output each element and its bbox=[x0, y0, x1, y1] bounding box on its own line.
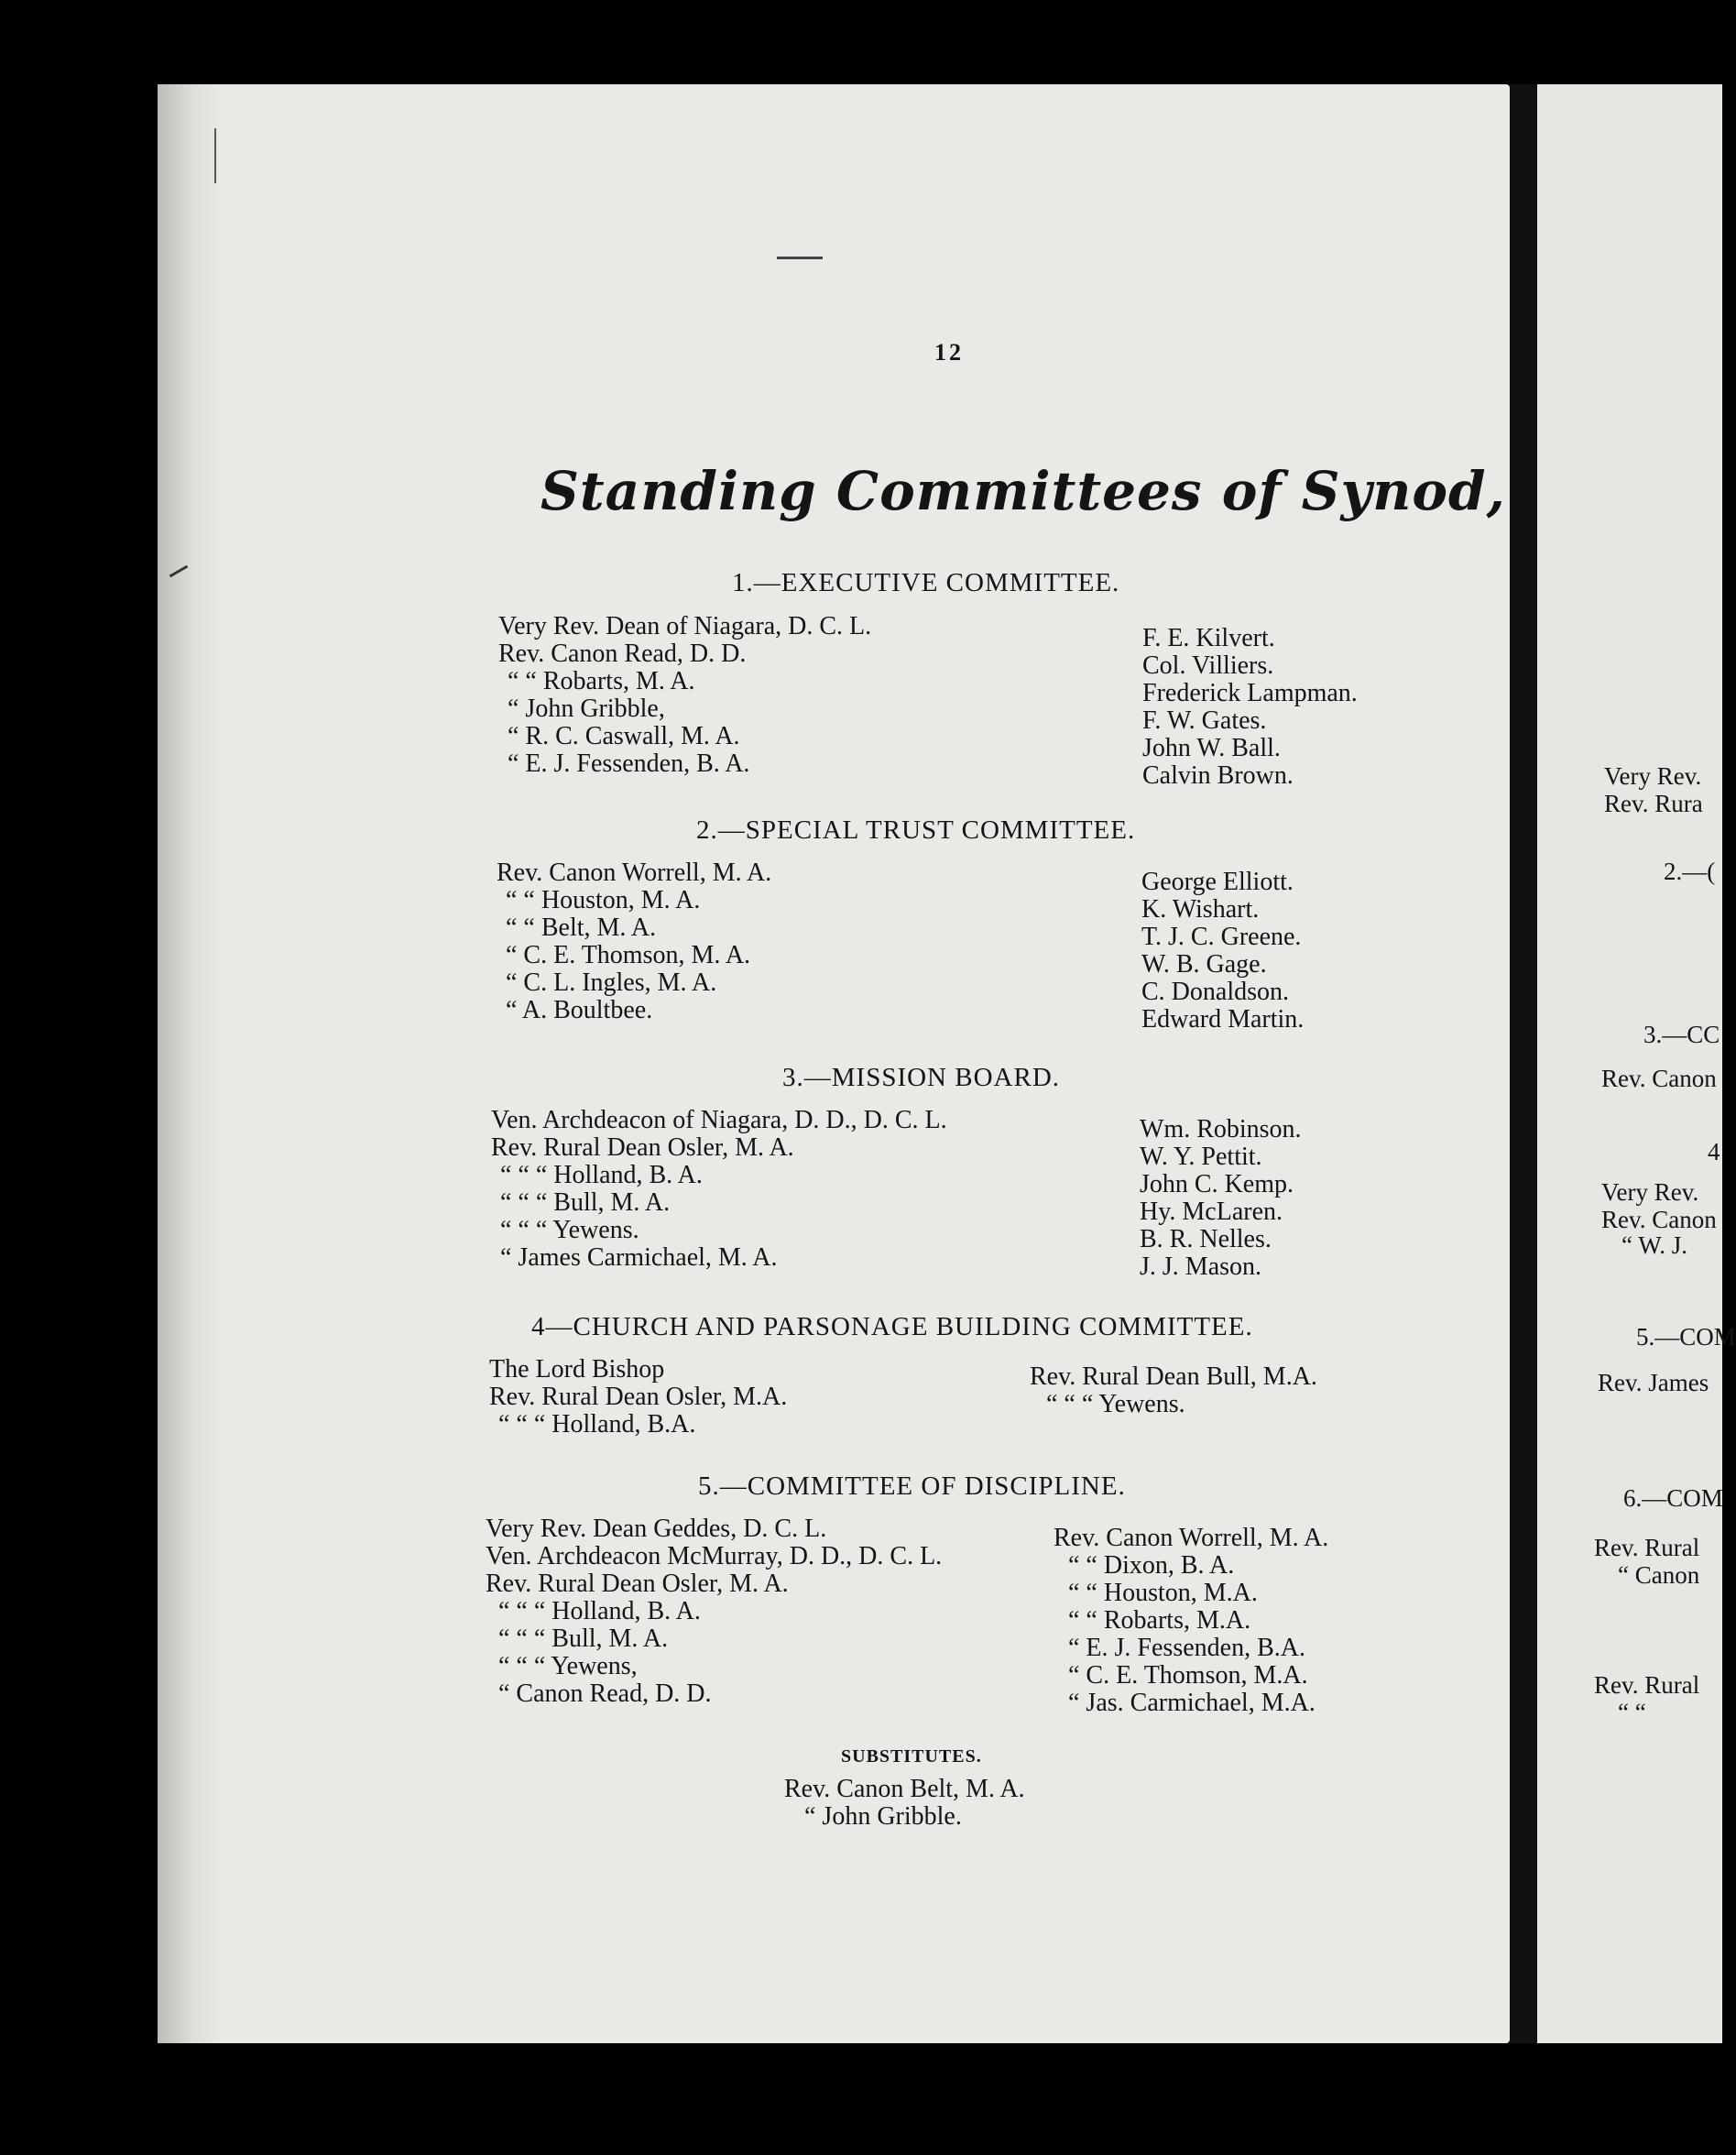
list-item: “ “ “ Holland, B.A. bbox=[498, 1410, 696, 1438]
list-item: Ven. Archdeacon of Niagara, D. D., D. C. L. bbox=[491, 1106, 947, 1134]
list-item: “ “ Belt, M. A. bbox=[506, 913, 657, 942]
substitutes-list bbox=[784, 1776, 1025, 1831]
list-item: “ “ “ Yewens, bbox=[498, 1652, 638, 1680]
special-trust-right-list bbox=[1141, 869, 1304, 1034]
fragment: Rev. James bbox=[1598, 1369, 1709, 1396]
list-item: “ E. J. Fessenden, B. A. bbox=[508, 749, 750, 778]
title-blackletter: Standing Committees of Synod, bbox=[540, 460, 1506, 522]
list-item: Rev. Rural Dean Osler, M.A. bbox=[489, 1383, 788, 1411]
fragment: Very Rev. bbox=[1601, 1178, 1699, 1206]
list-item: Rev. Canon Belt, M. A. bbox=[784, 1775, 1025, 1803]
list-item: The Lord Bishop bbox=[489, 1355, 665, 1384]
list-item: “ “ Dixon, B. A. bbox=[1068, 1551, 1235, 1580]
list-item: “ “ “ Holland, B. A. bbox=[498, 1597, 701, 1625]
list-item: “ E. J. Fessenden, B.A. bbox=[1068, 1634, 1305, 1662]
fragment: 3.—CC bbox=[1643, 1021, 1720, 1048]
list-item: John C. Kemp. bbox=[1140, 1170, 1294, 1198]
left-page bbox=[158, 84, 1510, 2043]
list-item: Edward Martin. bbox=[1141, 1005, 1305, 1034]
list-item: Very Rev. Dean of Niagara, D. C. L. bbox=[498, 612, 872, 640]
book-spine bbox=[1510, 84, 1537, 2043]
list-item: “ Canon Read, D. D. bbox=[498, 1679, 712, 1708]
scan-mark bbox=[169, 565, 189, 578]
list-item: B. R. Nelles. bbox=[1140, 1225, 1272, 1253]
mission-board-right-list bbox=[1140, 1116, 1302, 1281]
list-item: “ A. Boultbee. bbox=[506, 996, 653, 1024]
fragment: “ W. J. bbox=[1621, 1231, 1688, 1259]
facing-page bbox=[1537, 84, 1736, 2043]
list-item: “ C. E. Thomson, M.A. bbox=[1068, 1661, 1308, 1690]
list-item: “ Jas. Carmichael, M.A. bbox=[1068, 1689, 1316, 1717]
scan-mark bbox=[214, 128, 216, 183]
list-item: “ “ Robarts, M.A. bbox=[1068, 1606, 1251, 1635]
special-trust-left-list bbox=[497, 859, 771, 1024]
fragment: Very Rev. bbox=[1604, 762, 1702, 790]
list-item: “ “ “ Holland, B. A. bbox=[500, 1161, 703, 1189]
list-item: “ C. L. Ingles, M. A. bbox=[506, 968, 717, 997]
page-number: 12 bbox=[934, 339, 964, 366]
list-item: T. J. C. Greene. bbox=[1141, 923, 1302, 951]
fragment: 5.—COM bbox=[1636, 1323, 1736, 1351]
list-item: W. Y. Pettit. bbox=[1140, 1143, 1262, 1171]
list-item: “ “ Houston, M. A. bbox=[506, 886, 701, 914]
list-item: “ R. C. Caswall, M. A. bbox=[508, 722, 740, 750]
list-item: “ C. E. Thomson, M. A. bbox=[506, 941, 751, 969]
executive-right-list bbox=[1142, 625, 1358, 790]
mission-board-left-list bbox=[491, 1107, 947, 1272]
discipline-right-list bbox=[1054, 1525, 1328, 1717]
fragment: Rev. Rural bbox=[1594, 1671, 1700, 1699]
fragment: Rev. Canon bbox=[1601, 1065, 1717, 1092]
list-item: Very Rev. Dean Geddes, D. C. L. bbox=[486, 1515, 827, 1543]
list-item: Calvin Brown. bbox=[1142, 761, 1294, 790]
list-item: Wm. Robinson. bbox=[1140, 1115, 1302, 1143]
section-heading-executive: 1.—EXECUTIVE COMMITTEE. bbox=[732, 568, 1120, 597]
executive-left-list bbox=[498, 613, 871, 778]
list-item: George Elliott. bbox=[1141, 868, 1294, 896]
fragment: Rev. Rural bbox=[1594, 1534, 1700, 1561]
section-heading-mission-board: 3.—MISSION BOARD. bbox=[782, 1063, 1061, 1092]
church-parsonage-left-list bbox=[489, 1356, 787, 1438]
list-item: Rev. Canon Worrell, M. A. bbox=[1054, 1524, 1329, 1552]
list-item: “ “ “ Bull, M. A. bbox=[498, 1624, 669, 1653]
list-item: K. Wishart. bbox=[1141, 895, 1260, 924]
list-item: John W. Ball. bbox=[1142, 734, 1281, 762]
fragment: 6.—COM bbox=[1623, 1484, 1723, 1512]
list-item: “ “ “ Yewens. bbox=[500, 1216, 639, 1244]
section-heading-special-trust: 2.—SPECIAL TRUST COMMITTEE. bbox=[696, 815, 1136, 845]
fragment: 2.—( bbox=[1664, 858, 1716, 885]
fragment: Rev. Rura bbox=[1604, 790, 1703, 817]
fragment: “ Canon bbox=[1618, 1561, 1700, 1589]
discipline-left-list bbox=[486, 1515, 942, 1708]
list-item: Col. Villiers. bbox=[1142, 651, 1274, 680]
section-heading-discipline: 5.—COMMITTEE OF DISCIPLINE. bbox=[698, 1471, 1126, 1501]
list-item: J. J. Mason. bbox=[1140, 1253, 1262, 1281]
list-item: W. B. Gage. bbox=[1141, 950, 1267, 979]
list-item: Rev. Rural Dean Osler, M. A. bbox=[486, 1570, 789, 1598]
church-parsonage-right-list bbox=[1030, 1363, 1317, 1418]
list-item: “ James Carmichael, M. A. bbox=[500, 1243, 778, 1272]
list-item: Rev. Rural Dean Osler, M. A. bbox=[491, 1133, 794, 1162]
list-item: Frederick Lampman. bbox=[1142, 679, 1358, 707]
list-item: F. E. Kilvert. bbox=[1142, 624, 1275, 652]
list-item: “ John Gribble. bbox=[804, 1802, 962, 1831]
substitutes-heading: SUBSTITUTES. bbox=[841, 1746, 982, 1767]
scan-mark bbox=[777, 257, 823, 259]
list-item: Hy. McLaren. bbox=[1140, 1198, 1283, 1226]
fragment: “ “ bbox=[1618, 1699, 1646, 1726]
list-item: C. Donaldson. bbox=[1141, 978, 1289, 1006]
list-item: Rev. Canon Read, D. D. bbox=[498, 640, 747, 668]
section-heading-church-parsonage: 4—CHURCH AND PARSONAGE BUILDING COMMITTEE. bbox=[531, 1312, 1253, 1341]
list-item: Rev. Rural Dean Bull, M.A. bbox=[1030, 1362, 1317, 1391]
list-item: “ “ Robarts, M. A. bbox=[508, 667, 695, 695]
list-item: F. W. Gates. bbox=[1142, 706, 1267, 735]
list-item: “ “ Houston, M.A. bbox=[1068, 1579, 1258, 1607]
fragment: 4 bbox=[1708, 1138, 1720, 1165]
list-item: Rev. Canon Worrell, M. A. bbox=[497, 859, 772, 887]
list-item: “ “ “ Yewens. bbox=[1046, 1390, 1185, 1418]
list-item: “ John Gribble, bbox=[508, 695, 665, 723]
list-item: Ven. Archdeacon McMurray, D. D., D. C. L. bbox=[486, 1542, 943, 1570]
fragment: Rev. Canon bbox=[1601, 1206, 1717, 1233]
list-item: “ “ “ Bull, M. A. bbox=[500, 1188, 671, 1217]
